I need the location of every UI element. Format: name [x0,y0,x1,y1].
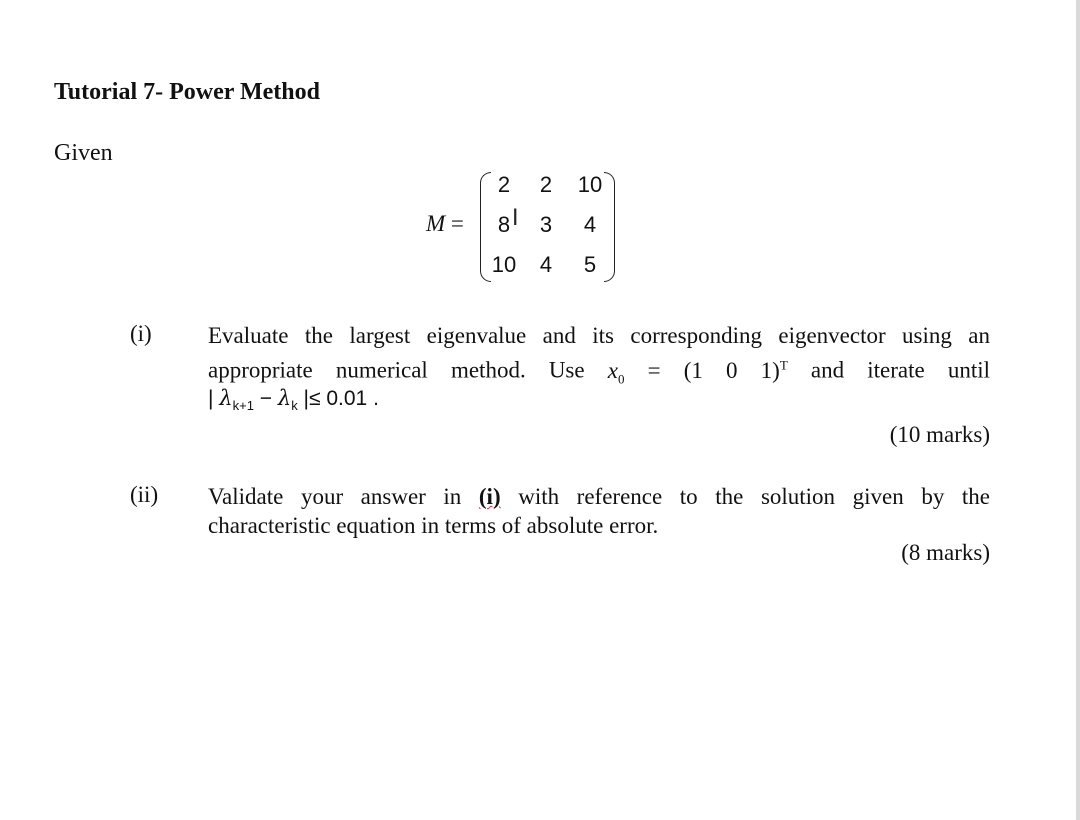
initial-vector: $x_0 = (1$ 0 1)$^T$ [607,357,788,387]
matrix-m [426,168,626,286]
question-i-line1: Evaluate the largest eigenvalue and its corresponding eigenvector using an [208,323,990,348]
marks-ii: (8 marks) [901,540,990,565]
question-i-line2-post: and iterate until [810,357,991,383]
stopping-condition: | $\lambda_{k+1} - \lambda_k$ |≤ 0.01 . [208,386,379,414]
matrix-cell: 5 [583,252,597,277]
marks-i: (10 marks) [889,422,990,447]
matrix-cell: 2 [497,172,511,197]
question-ii-line1: Validate your answer in (i) with reference to the solution given by the [208,484,991,509]
matrix-cell: 8 [497,212,511,237]
page-title: Tutorial 7- Power Method [54,79,320,105]
question-ref: (i) [478,484,501,509]
question-i-line2-pre: appropriate numerical method. Use [208,357,585,383]
question-ii-line2: characteristic equation in terms of absolute error. [208,513,659,538]
matrix-cell: 4 [583,212,597,237]
window-edge [1076,0,1080,820]
matrix-equals: = [450,211,464,236]
matrix-symbol: M [426,211,446,236]
matrix-cell: 3 [539,212,553,237]
text-cursor-icon: I [512,206,519,231]
matrix-label [426,211,464,237]
question-number-i: (i) [130,321,152,346]
matrix-cell: 4 [539,252,553,277]
given-label: Given [54,140,113,166]
matrix-cell: 10 [577,172,603,197]
matrix-cell: 10 [491,252,517,277]
question-number-ii: (ii) [130,482,159,507]
matrix-cell: 2 [539,172,553,197]
